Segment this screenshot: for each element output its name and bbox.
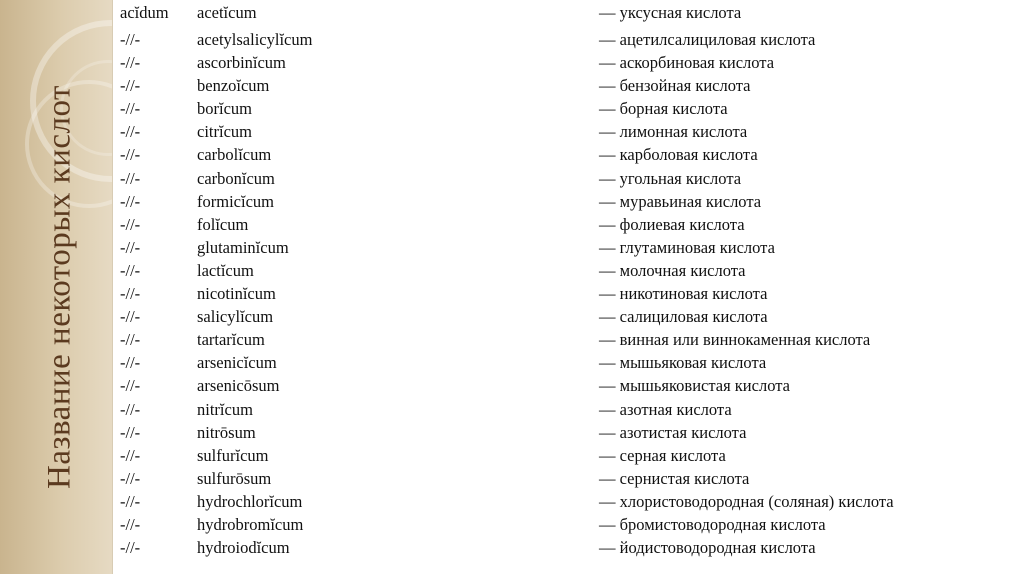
acid-row — [120, 513, 1020, 536]
acid-row — [120, 398, 1020, 421]
acid-row — [120, 490, 1020, 513]
acid-translation: — молочная кислота — [599, 260, 746, 280]
acid-row — [120, 467, 1020, 490]
acid-translation: — азотистая кислота — [599, 422, 747, 442]
acid-translation: — никотиновая кислота — [599, 284, 768, 304]
acid-latin-name: salicylĭcum — [197, 307, 274, 327]
acid-translation: — аскорбиновая кислота — [599, 53, 775, 73]
acid-prefix: -//- — [120, 445, 141, 465]
acid-row — [120, 143, 1020, 166]
acid-latin-name: hydroiodĭcum — [197, 538, 290, 558]
acid-latin-name: sulfurĭcum — [197, 445, 269, 465]
acid-prefix: -//- — [120, 145, 141, 165]
acid-prefix: -//- — [120, 307, 141, 327]
acid-prefix: -//- — [120, 214, 141, 234]
acid-translation: — уксусная кислота — [599, 3, 742, 22]
acid-prefix: -//- — [120, 538, 141, 558]
acid-translation: — сернистая кислота — [599, 468, 750, 488]
acid-translation: — лимонная кислота — [599, 122, 748, 142]
acid-translation: — глутаминовая кислота — [599, 237, 775, 257]
acid-translation: — салициловая кислота — [599, 307, 768, 327]
acid-prefix: -//- — [120, 422, 141, 442]
acid-row — [120, 213, 1020, 236]
acid-latin-name: arsenicĭcum — [197, 353, 277, 373]
acid-translation: — хлористоводородная (соляная) кислота — [599, 491, 894, 511]
acid-prefix: -//- — [120, 514, 141, 534]
acid-latin-name: formicĭcum — [197, 191, 274, 211]
acid-row — [120, 282, 1020, 305]
acid-latin-name: citrĭcum — [197, 122, 252, 142]
acid-row — [120, 259, 1020, 282]
side-panel — [0, 0, 112, 574]
acid-prefix: -//- — [120, 284, 141, 304]
acid-translation: — йодистоводородная кислота — [599, 538, 816, 558]
acid-prefix: -//- — [120, 30, 141, 49]
acid-translation: — серная кислота — [599, 445, 726, 465]
acid-row — [120, 305, 1020, 328]
acid-prefix: -//- — [120, 260, 141, 280]
acid-latin-name: hydrobromĭcum — [197, 514, 304, 534]
acid-prefix: -//- — [120, 191, 141, 211]
acid-latin-name: ascorbinĭcum — [197, 53, 286, 73]
acid-prefix: acĭdum — [120, 3, 169, 22]
acid-row — [120, 190, 1020, 213]
acid-latin-name: folĭcum — [197, 214, 249, 234]
acid-translation: — карболовая кислота — [599, 145, 758, 165]
acid-translation: — угольная кислота — [599, 168, 742, 188]
acid-prefix: -//- — [120, 376, 141, 396]
acid-prefix: -//- — [120, 76, 141, 96]
acid-row — [120, 120, 1020, 143]
acid-translation: — мышьяковая кислота — [599, 353, 767, 373]
acid-latin-name: borĭcum — [197, 99, 252, 119]
acid-translation: — винная или виннокаменная кислота — [599, 330, 871, 350]
acid-latin-name: nitrĭcum — [197, 399, 253, 419]
acid-prefix: -//- — [120, 330, 141, 350]
acid-latin-name: acetylsalicylĭcum — [197, 30, 313, 49]
acid-prefix: -//- — [120, 168, 141, 188]
acid-row — [120, 536, 1020, 559]
acid-row — [120, 374, 1020, 397]
acid-list — [120, 2, 1020, 559]
acid-translation: — мышьяковистая кислота — [599, 376, 790, 396]
acid-row — [120, 421, 1020, 444]
acid-row — [120, 74, 1020, 97]
panel-divider — [112, 0, 113, 574]
acid-translation: — борная кислота — [599, 99, 728, 119]
acid-row — [120, 236, 1020, 259]
acid-prefix: -//- — [120, 53, 141, 73]
slide-title: Название некоторых кислот — [41, 85, 78, 489]
acid-latin-name: nitrōsum — [197, 422, 256, 442]
acid-prefix: -//- — [120, 468, 141, 488]
acid-latin-name: sulfurōsum — [197, 468, 272, 488]
acid-latin-name: benzoĭcum — [197, 76, 270, 96]
acid-row — [120, 2, 1020, 28]
acid-translation: — фолиевая кислота — [599, 214, 745, 234]
acid-translation: — ацетилсалициловая кислота — [599, 30, 816, 49]
acid-translation: — бензойная кислота — [599, 76, 751, 96]
acid-row — [120, 444, 1020, 467]
acid-prefix: -//- — [120, 353, 141, 373]
acid-latin-name: acetĭcum — [197, 3, 257, 22]
acid-prefix: -//- — [120, 122, 141, 142]
acid-translation: — азотная кислота — [599, 399, 732, 419]
acid-row — [120, 97, 1020, 120]
acid-translation: — муравьиная кислота — [599, 191, 762, 211]
acid-prefix: -//- — [120, 99, 141, 119]
acid-prefix: -//- — [120, 399, 141, 419]
acid-row — [120, 167, 1020, 190]
acid-prefix: -//- — [120, 237, 141, 257]
acid-prefix: -//- — [120, 491, 141, 511]
acid-latin-name: glutaminĭcum — [197, 237, 289, 257]
acid-latin-name: tartarĭcum — [197, 330, 265, 350]
acid-row — [120, 328, 1020, 351]
acid-latin-name: carbonĭcum — [197, 168, 275, 188]
acid-latin-name: nicotinĭcum — [197, 284, 276, 304]
acid-latin-name: arsenicōsum — [197, 376, 280, 396]
acid-translation: — бромистоводородная кислота — [599, 514, 826, 534]
acid-latin-name: lactĭcum — [197, 260, 254, 280]
acid-row — [120, 351, 1020, 374]
acid-latin-name: carbolĭcum — [197, 145, 272, 165]
acid-latin-name: hydrochlorĭcum — [197, 491, 303, 511]
acid-row — [120, 51, 1020, 74]
acid-row — [120, 28, 1020, 51]
